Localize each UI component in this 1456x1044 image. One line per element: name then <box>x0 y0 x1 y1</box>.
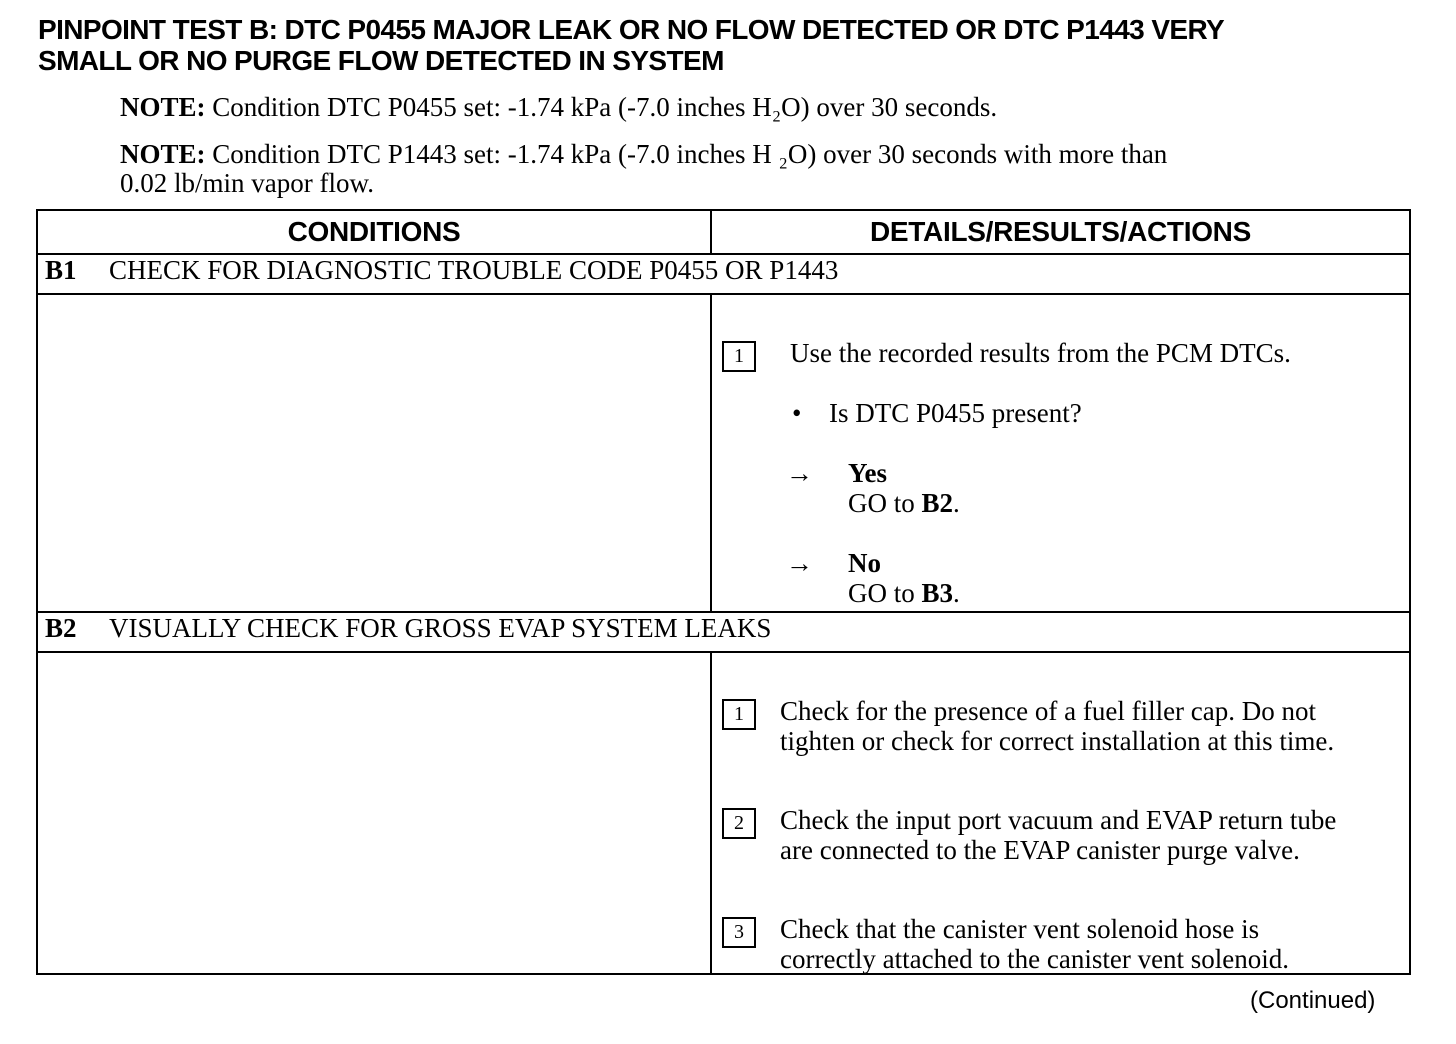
note-p1443 <box>120 140 1370 198</box>
step-number-box: 1 <box>722 699 756 730</box>
note-text: Condition DTC P1443 set: -1.74 kPa (-7.0 inches H ₂O) over 30 seconds with more than <box>212 139 1168 169</box>
note-label: NOTE: <box>120 139 206 169</box>
question-text: Is DTC P0455 present? <box>829 398 1082 428</box>
step-title: CHECK FOR DIAGNOSTIC TROUBLE CODE P0455 OR P1443 <box>109 255 839 285</box>
actions-cell <box>711 294 1410 612</box>
actions-header: DETAILS/RESULTS/ACTIONS <box>711 210 1410 254</box>
note-label: NOTE: <box>120 92 206 122</box>
step-body-b1 <box>37 294 1410 612</box>
table-header-row <box>37 210 1410 254</box>
note-text: Condition DTC P0455 set: -1.74 kPa (-7.0 inches H₂O) over 30 seconds. <box>212 92 998 122</box>
conditions-header: CONDITIONS <box>37 210 711 254</box>
result-action: GO to B3. <box>848 578 960 608</box>
arrow-right-icon: → <box>786 458 813 488</box>
step-id: B2 <box>45 613 77 643</box>
step-body-b2 <box>37 652 1410 974</box>
action-text: Check that the canister vent solenoid hose is correctly attached to the canister vent solenoid. <box>780 914 1290 974</box>
step-title: VISUALLY CHECK FOR GROSS EVAP SYSTEM LEAKS <box>109 613 772 643</box>
step-number-box: 3 <box>722 917 756 948</box>
pinpoint-test-table <box>36 209 1411 975</box>
step-header-b2 <box>37 612 1410 652</box>
conditions-cell <box>37 294 711 612</box>
step-header-b1 <box>37 254 1410 294</box>
step-id: B1 <box>45 255 77 285</box>
page-title <box>38 14 1418 76</box>
note-text-continued: 0.02 lb/min vapor flow. <box>120 168 374 198</box>
result-answer: Yes <box>848 458 887 488</box>
action-text: Check the input port vacuum and EVAP return tube are connected to the EVAP canister purge valve. <box>780 805 1337 865</box>
continued-label: (Continued) <box>1250 987 1376 1014</box>
result-action: GO to B2. <box>848 488 960 518</box>
title-line-2: SMALL OR NO PURGE FLOW DETECTED IN SYSTEM <box>38 45 724 76</box>
title-line-1: PINPOINT TEST B: DTC P0455 MAJOR LEAK OR NO FLOW DETECTED OR DTC P1443 VERY <box>38 14 1225 45</box>
action-text: Check for the presence of a fuel filler cap. Do not tighten or check for correct installation at this time. <box>780 696 1335 756</box>
bullet-icon: • <box>792 398 802 428</box>
result-answer: No <box>848 548 881 578</box>
arrow-right-icon: → <box>786 548 813 578</box>
step-number-box: 1 <box>722 341 756 372</box>
actions-cell <box>711 652 1410 974</box>
action-text: Use the recorded results from the PCM DTCs. <box>790 338 1291 368</box>
step-number-box: 2 <box>722 808 756 839</box>
conditions-cell <box>37 652 711 974</box>
note-p0455 <box>120 93 1370 122</box>
